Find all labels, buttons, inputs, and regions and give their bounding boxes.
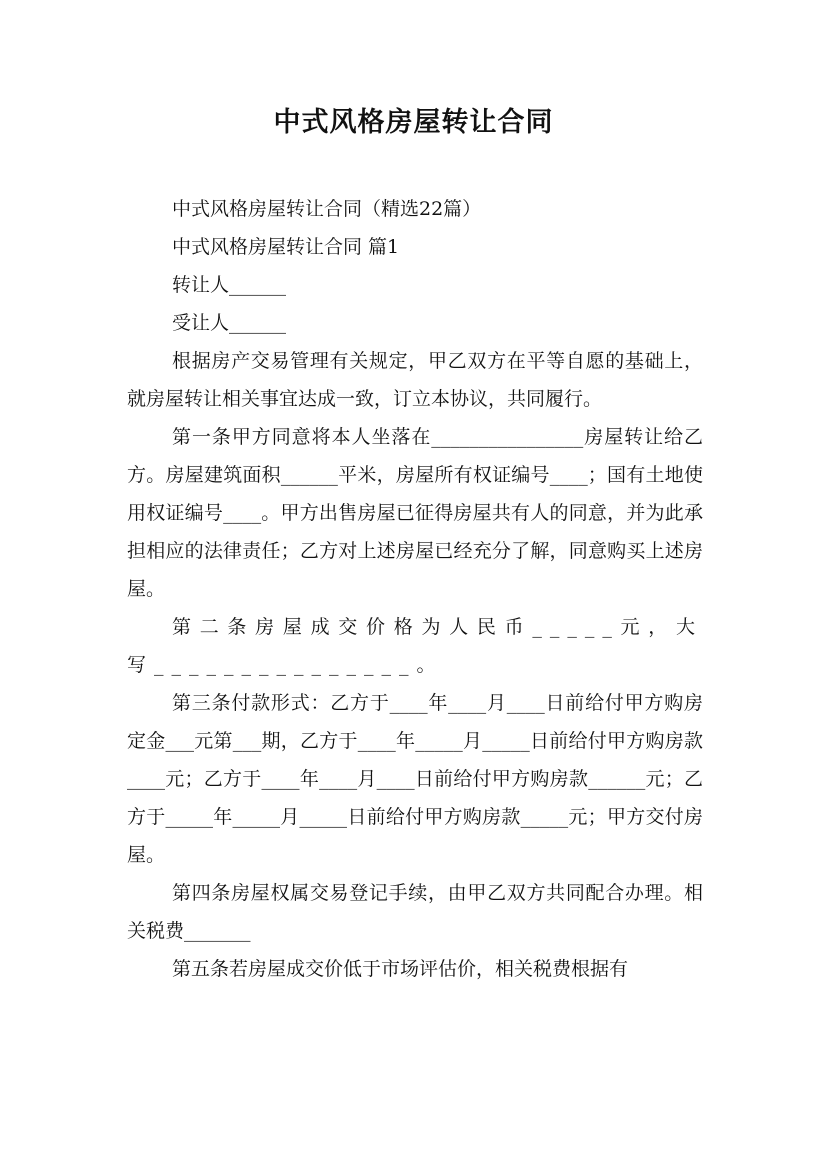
paragraph-preamble: 根据房产交易管理有关规定，甲乙双方在平等自愿的基础上，就房屋转让相关事宜达成一致，订立本协议，共同履行。 (127, 350, 703, 410)
paragraph-article-4: 第四条房屋权属交易登记手续，由甲乙双方共同配合办理。相关税费_______ (127, 882, 703, 942)
paragraph-article-5: 第五条若房屋成交价低于市场评估价，相关税费根据有 (172, 958, 629, 980)
paragraph-transferee: 受让人______ (172, 312, 287, 334)
paragraph-article-3: 第三条付款形式：乙方于____年____月____日前给付甲方购房定金___元第___期，乙方于____年_____月_____日前给付甲方购房款____元；乙方于____年____月____日前给付甲方购房款______元；乙方于_____年_____月_____日前给付甲方购房款_____元；甲方交付房屋。 (127, 692, 703, 866)
paragraph-section-heading: 中式风格房屋转让合同 篇1 (172, 236, 400, 258)
paragraph-transferor: 转让人______ (172, 274, 287, 296)
paragraph-article-1: 第一条甲方同意将本人坐落在________________房屋转让给乙方。房屋建筑面积______平米，房屋所有权证编号____；国有土地使用权证编号____。甲方出售房屋已征得房屋共有人的同意，并为此承担相应的法律责任；乙方对上述房屋已经充分了解，同意购买上述房屋。 (127, 426, 703, 600)
document-title: 中式风格房屋转让合同 (273, 107, 554, 138)
paragraph-subtitle: 中式风格房屋转让合同（精选22篇） (172, 198, 482, 220)
document-body (127, 190, 703, 988)
paragraph-article-2: 第二条房屋成交价格为人民币_____元，大写_______________。 (127, 616, 703, 676)
